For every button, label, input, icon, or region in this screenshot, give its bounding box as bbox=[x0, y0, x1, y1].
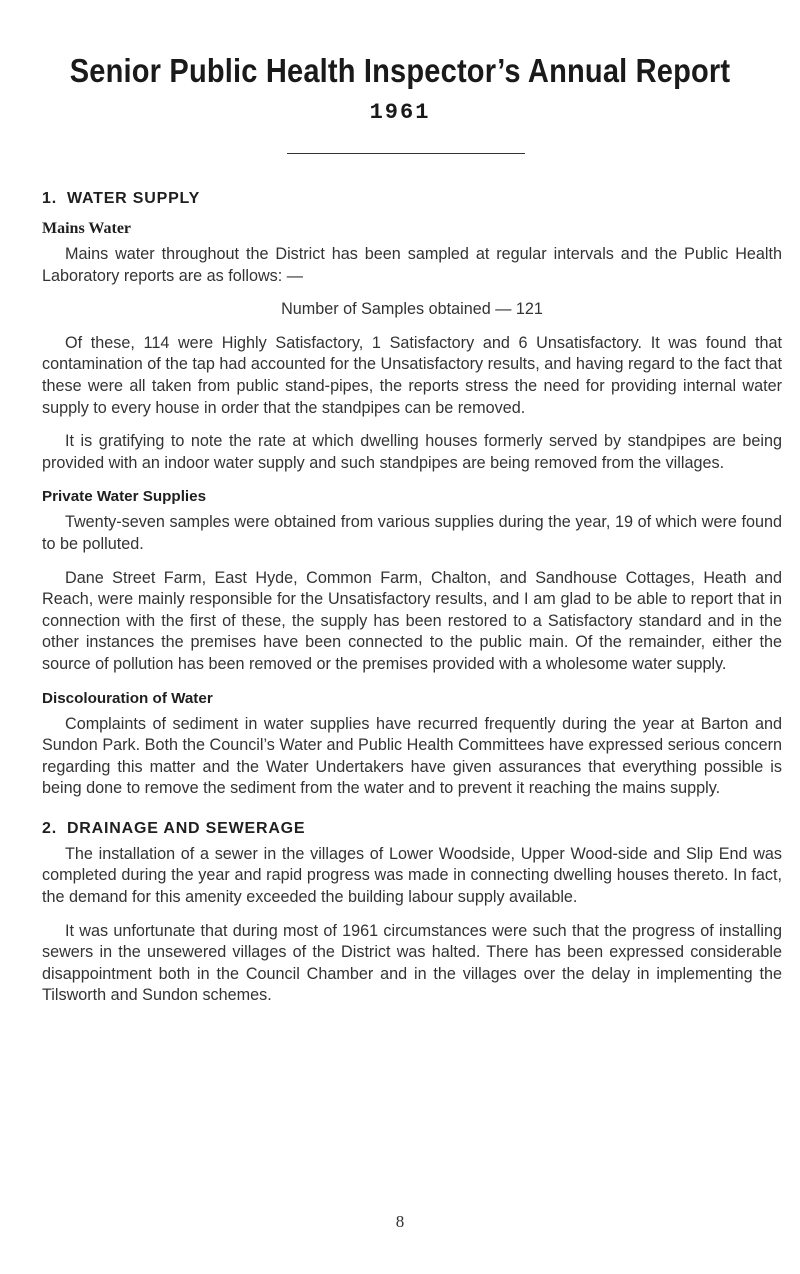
title-divider bbox=[287, 153, 525, 154]
private-supplies-subheading: Private Water Supplies bbox=[42, 488, 207, 506]
report-title: Senior Public Health Inspector’s Annual Report bbox=[69, 52, 731, 89]
mains-water-paragraph-2: Of these, 114 were Highly Satisfactory, 1 Satisfactory and 6 Unsatisfactory. It was found that contamination of the tap had accounted for the Unsatisfactory results, and having regard to the fact that these were all taken from public stand-pipes, the reports stress the need for providing internal water supply to every house in order that the standpipes can be removed. bbox=[42, 333, 782, 417]
section-2-heading bbox=[42, 818, 782, 840]
mains-water-paragraph-1: Mains water throughout the District has been sampled at regular intervals and the Public Health Laboratory reports are as follows: — bbox=[42, 245, 782, 285]
section-1-heading bbox=[42, 188, 782, 210]
section-2-title: DRAINAGE AND SEWERAGE bbox=[66, 819, 306, 837]
discolouration-subheading: Discolouration of Water bbox=[42, 689, 213, 707]
private-supplies-paragraph-2: Dane Street Farm, East Hyde, Common Farm, Chalton, and Sandhouse Cottages, Heath and Reach, were mainly responsible for the Unsatisfactory results, and I am glad to be able to report that in connection with the first of these, the supply has been restored to a Satisfactory standard and in the other instances the premises have been connected to the public main. Of the remainder, either the source of pollution has been removed or the premises provided with a wholesome water supply. bbox=[42, 568, 782, 673]
mains-water-paragraph-3: It is gratifying to note the rate at which dwelling houses formerly served by standpipes are being provided with an indoor water supply and such standpipes are being removed from the villages. bbox=[42, 432, 782, 472]
section-1-title: WATER SUPPLY bbox=[66, 190, 201, 207]
samples-obtained-line: Number of Samples obtained — 121 bbox=[281, 300, 543, 319]
page-number: 8 bbox=[395, 1212, 405, 1231]
report-year: 1961 bbox=[369, 100, 431, 125]
private-supplies-paragraph-1: Twenty-seven samples were obtained from various supplies during the year, 19 of which were found to be polluted. bbox=[42, 513, 782, 553]
mains-water-subheading: Mains Water bbox=[42, 220, 132, 237]
discolouration-paragraph-1: Complaints of sediment in water supplies have recurred frequently during the year at Barton and Sundon Park. Both the Council’s Water and Public Health Committees have expressed serious concern regarding this matter and the Water Undertakers have given assurances that everything possible is being done to remove the sediment from the water and to prevent it reaching the mains supply. bbox=[42, 714, 782, 798]
drainage-paragraph-2: It was unfortunate that during most of 1961 circumstances were such that the progress of installing sewers in the unsewered villages of the District was halted. There has been expressed considerable disappointment both in the Council Chamber and in the villages over the delay in implementing the Tilsworth and Sundon schemes. bbox=[42, 921, 782, 1005]
section-1-number: 1. bbox=[42, 190, 57, 207]
drainage-paragraph-1: The installation of a sewer in the villages of Lower Woodside, Upper Wood-side and Slip End was completed during the year and rapid progress was made in connecting dwelling houses thereto. In fact, the demand for this amenity exceeded the building labour supply available. bbox=[42, 844, 782, 907]
report-body bbox=[42, 188, 782, 1019]
section-2-number: 2. bbox=[42, 819, 57, 837]
